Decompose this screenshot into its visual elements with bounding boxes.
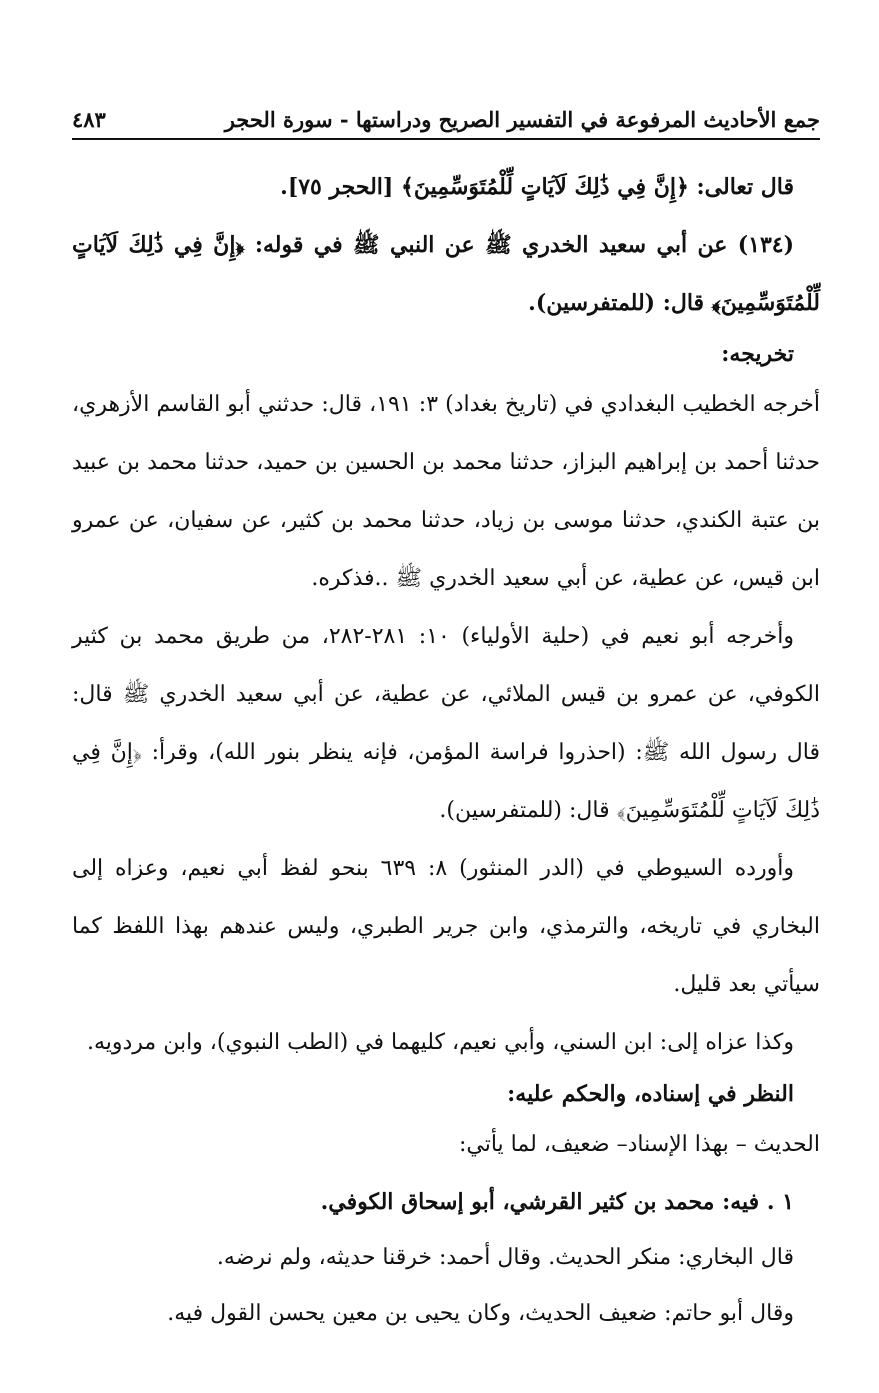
bukhari-assessment: قال البخاري: منكر الحديث. وقال أحمد: خرقنا حديثه، ولم نرضه. xyxy=(216,1245,794,1270)
running-header xyxy=(72,96,820,140)
page-body xyxy=(72,158,820,1342)
verse-citation: قال تعالى: ﴿إِنَّ فِي ذَٰلِكَ لَآيَاتٍ لِّلْمُتَوَسِّمِينَ﴾ [الحجر ٧٥]. xyxy=(280,174,794,200)
takhrij-paragraph-1: أخرجه الخطيب البغدادي في (تاريخ بغداد) ٣: ١٩١، قال: حدثني أبو القاسم الأزهري، حدثنا أحمد بن إبراهيم البزاز، حدثنا محمد بن الحسين بن حميد، حدثنا محمد بن عبيد بن عتبة الكندي، حدثنا موسى بن زياد، حدثنا محمد بن كثير، عن سفيان، عن عمرو ابن قيس، عن عطية، عن أبي سعيد الخدري ﷺ ..فذكره. xyxy=(72,392,820,591)
nazar-intro: الحديث – بهذا الإسناد– ضعيف، لما يأتي: xyxy=(458,1132,820,1157)
book-page xyxy=(72,96,820,1342)
takhrij-paragraph-4: وكذا عزاه إلى: ابن السني، وأبي نعيم، كليهما في (الطب النبوي)، وابن مردويه. xyxy=(86,1030,794,1055)
takhrij-heading: تخريجه: xyxy=(721,341,794,367)
narrator-point-1: ١ . فيه: محمد بن كثير القرشي، أبو إسحاق الكوفي. xyxy=(320,1189,794,1215)
hadith-text: (١٣٤) عن أبي سعيد الخدري ﷺ عن النبي ﷺ في قوله: ﴿إِنَّ فِي ذَٰلِكَ لَآيَاتٍ لِّلْمُتَوَسِّمِينَ﴾ قال: (للمتفرسين). xyxy=(72,232,820,316)
running-title: جمع الأحاديث المرفوعة في التفسير الصريح ودراستها - سورة الحجر xyxy=(224,107,820,132)
abuhatim-assessment: وقال أبو حاتم: ضعيف الحديث، وكان يحيى بن معين يحسن القول فيه. xyxy=(167,1301,794,1326)
nazar-heading: النظر في إسناده، والحكم عليه: xyxy=(507,1081,794,1107)
takhrij-paragraph-2: وأخرجه أبو نعيم في (حلية الأولياء) ١٠: ٢٨١-٢٨٢، من طريق محمد بن كثير الكوفي، عن عمرو بن قيس الملائي، عن عطية، عن أبي سعيد الخدري ﷺ قال: قال رسول الله ﷺ: (احذروا فراسة المؤمن، فإنه ينظر بنور الله)، وقرأ: ﴿إِنَّ فِي ذَٰلِكَ لَآيَاتٍ لِّلْمُتَوَسِّمِينَ﴾ قال: (للمتفرسين). xyxy=(72,624,820,823)
takhrij-paragraph-3: وأورده السيوطي في (الدر المنثور) ٨: ٦٣٩ بنحو لفظ أبي نعيم، وعزاه إلى البخاري في تاريخه، والترمذي، وابن جرير الطبري، وليس عندهم بهذا اللفظ كما سيأتي بعد قليل. xyxy=(72,856,820,997)
page-number: ٤٨٣ xyxy=(72,107,106,132)
